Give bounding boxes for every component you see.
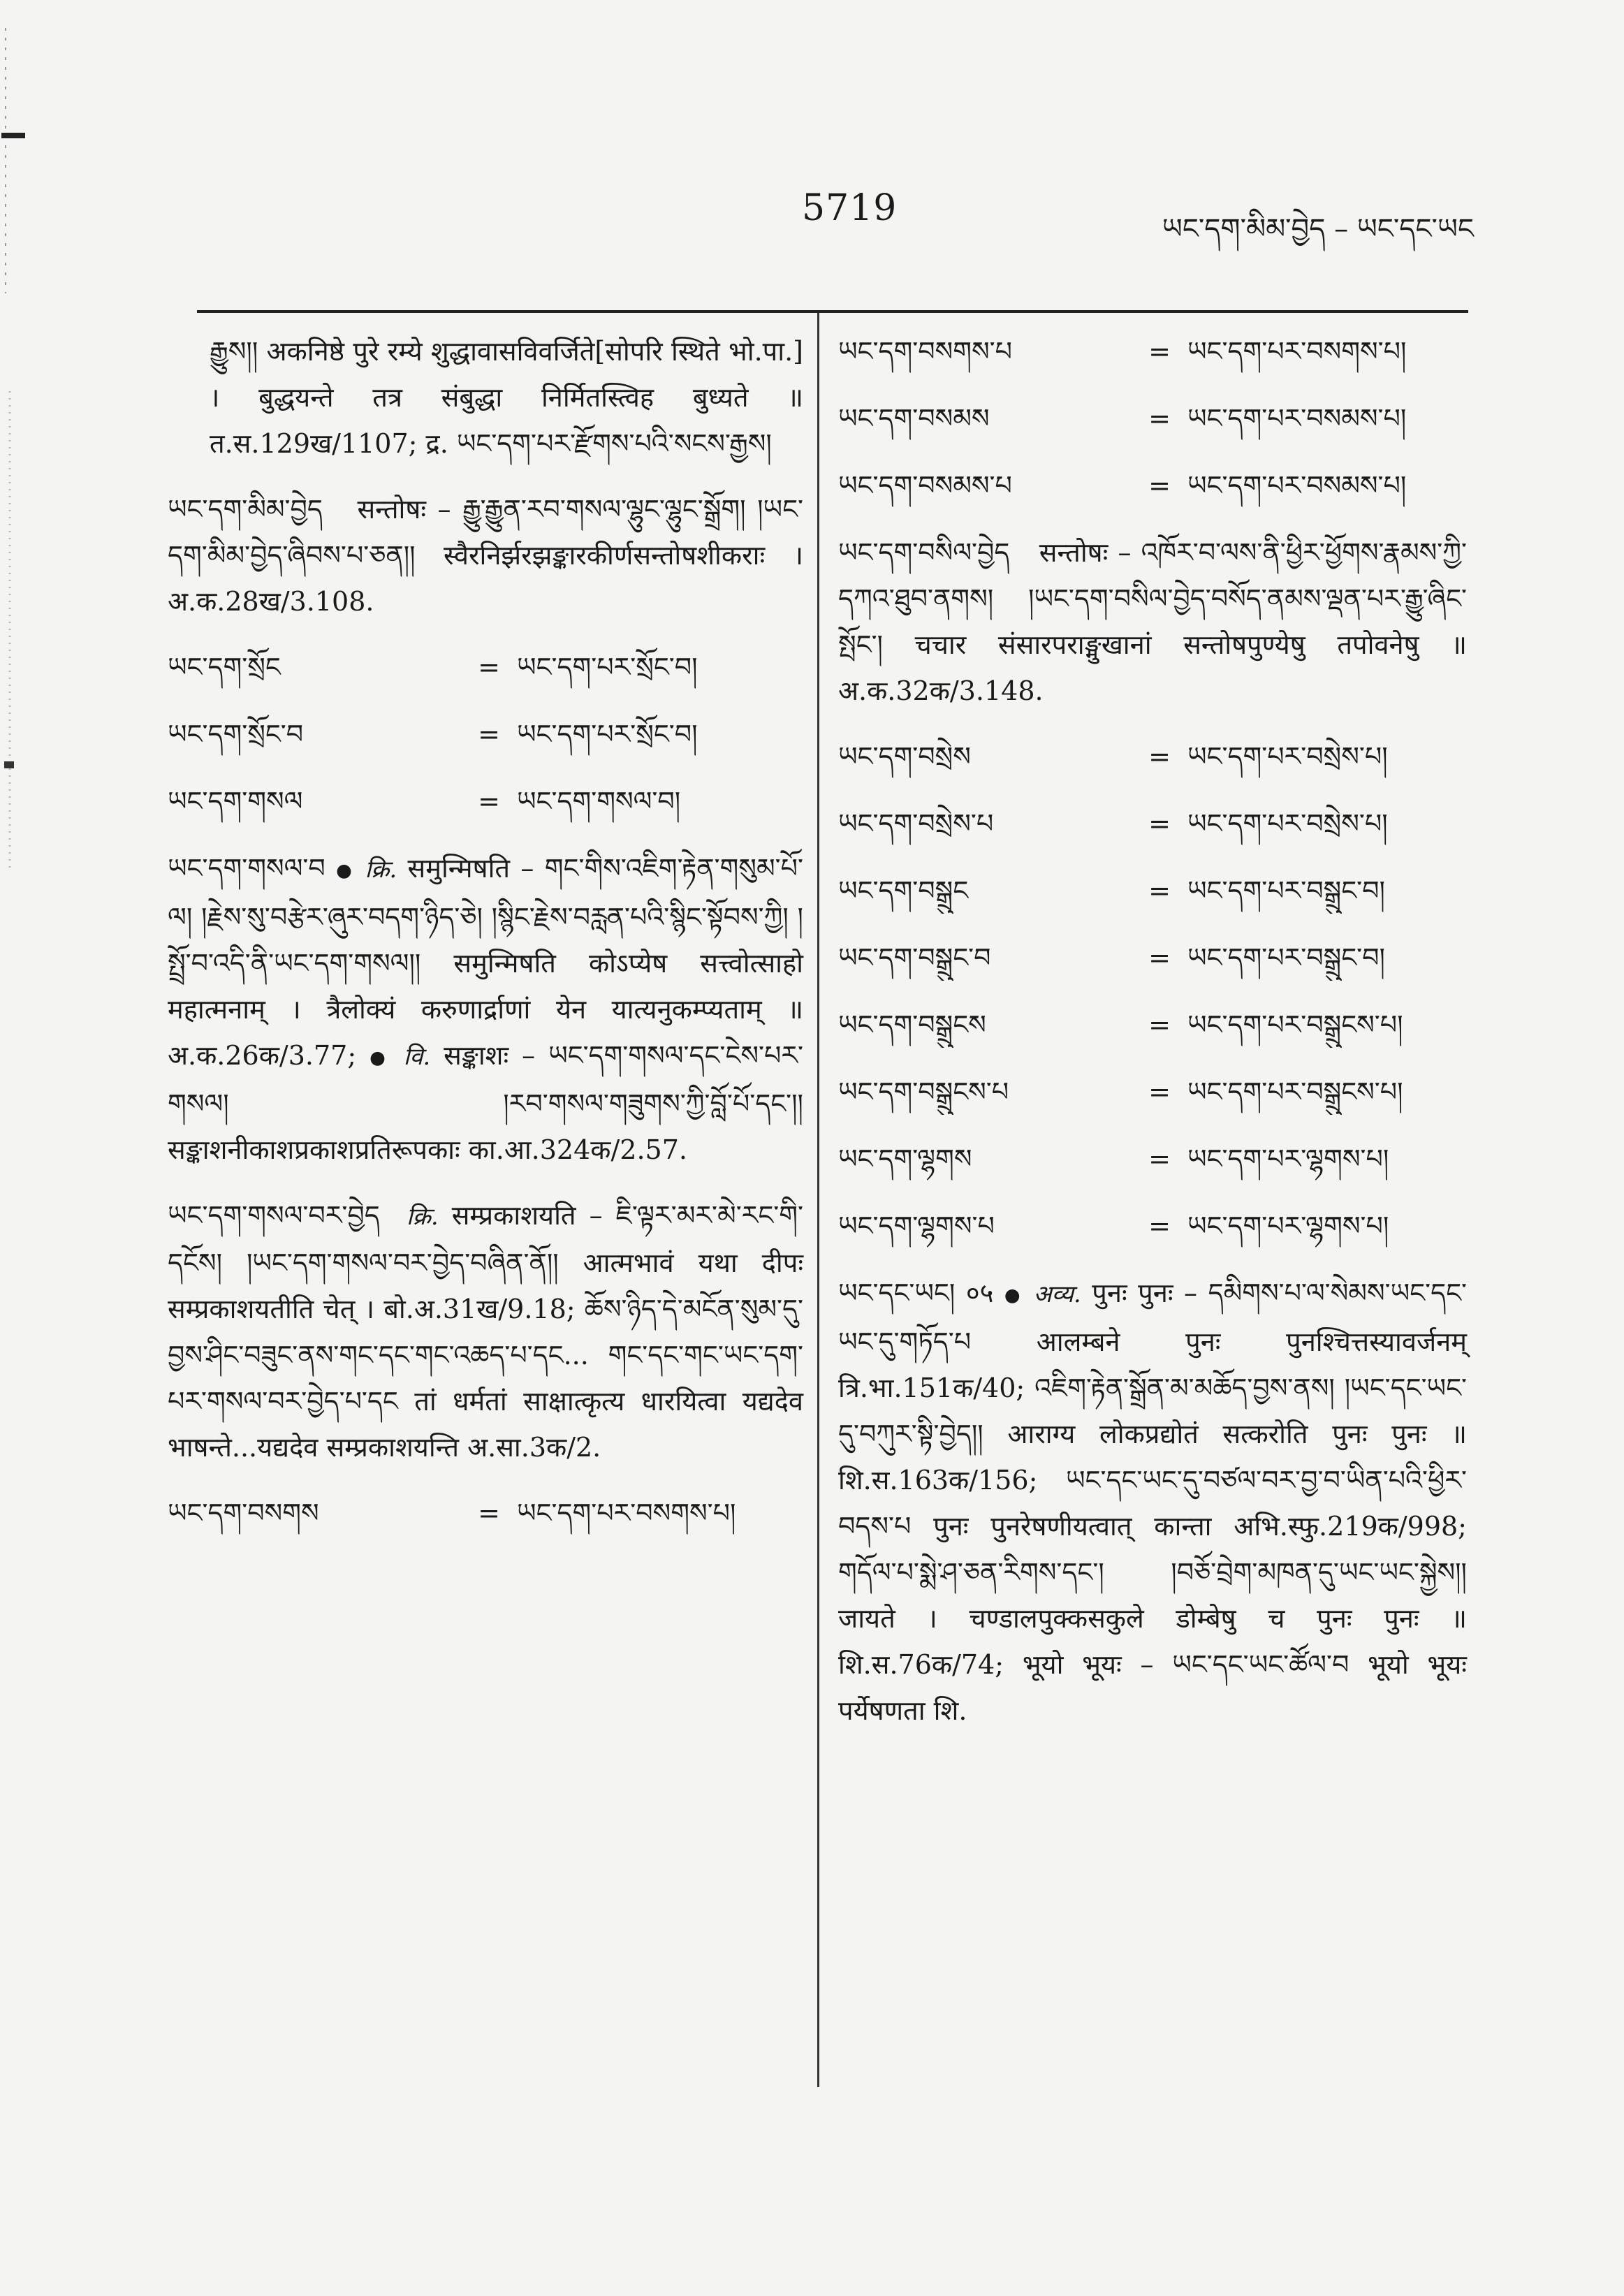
equals-sign: = — [1148, 403, 1171, 434]
cross-reference — [838, 1069, 1467, 1115]
entry-headword: ཡང་དག་བསིལ་བྱེད — [838, 537, 1010, 568]
xref-headword: ཡང་དག་བསྒྲུང — [838, 875, 969, 906]
bullet-icon: ● — [336, 860, 355, 882]
part-of-speech: क्रि. — [365, 856, 397, 884]
cross-reference — [838, 328, 1467, 374]
bullet-icon: ● — [370, 1047, 390, 1068]
xref-headword: ཡང་དག་གསལ — [168, 786, 303, 817]
xref-headword: ཡང་དག་སྲོང་བ — [168, 719, 304, 750]
xref-headword: ཡང་དག་བསྒྲུངས་པ — [838, 1076, 1009, 1107]
equals-sign: = — [1148, 942, 1171, 973]
cross-reference — [838, 1136, 1467, 1182]
equals-sign: = — [478, 1498, 500, 1528]
column-divider — [817, 313, 819, 2087]
equals-sign: = — [478, 652, 500, 682]
xref-target: ཡང་དག་པར་སྲོང་བ། — [517, 652, 698, 682]
cross-reference — [838, 868, 1467, 914]
bullet-icon: ● — [1004, 1285, 1023, 1306]
part-of-speech: अव्य. — [1033, 1280, 1081, 1308]
cross-reference — [838, 395, 1467, 441]
xref-target: ཡང་དག་པར་སྲོང་བ། — [517, 719, 698, 750]
xref-target: ཡང་དག་པར་བསྒྲུངས་པ། — [1187, 1009, 1403, 1040]
equals-sign: = — [1148, 808, 1171, 839]
left-column — [168, 328, 803, 1557]
right-column — [838, 328, 1467, 1753]
entry-text: རྒྱུས།། अकनिष्ठे पुरे रम्ये शुद्धावासविवर्जिते[सोपरि स्थिते भो.पा.] । बुद्धयन्ते तत्र संबुद्धा निर्मितस्त्विह बुध्यते ॥ त.स.129ख/1107; द्र. ཡང་དག་པར་རྫོགས་པའི་སངས་རྒྱས། — [210, 336, 803, 459]
xref-target: ཡང་དག་པར་བསགས་པ། — [517, 1498, 736, 1528]
equals-sign: = — [1148, 741, 1171, 772]
cross-reference — [168, 778, 803, 824]
entry-definition: सन्तोषः – རྒྱུ་རྒྱུན་རབ་གསལ་ལྷུང་ལྷུང་སྒྲོག། །ཡང་དག་མིམ་བྱེད་ཞིབས་པ་ཅན།། स्वैरनिर्झरझङ्कारकीर्णसन्तोषशीकराः । अ.क.28ख/3.108. — [168, 494, 803, 617]
xref-target: ཡང་དག་གསལ་བ། — [517, 786, 681, 817]
equals-sign: = — [1148, 470, 1171, 501]
xref-target: ཡང་དག་པར་བསགས་པ། — [1187, 336, 1407, 367]
cross-reference — [168, 711, 803, 757]
xref-headword: ཡང་དག་བསམས་པ — [838, 470, 1012, 501]
cross-reference — [168, 1490, 803, 1536]
xref-headword: ཡང་དག་ལྷགས་པ — [838, 1211, 995, 1241]
xref-target: ཡང་དག་པར་བསྒྲུངས་པ། — [1187, 1076, 1403, 1107]
entry-definition: सन्तोषः – འཁོར་བ་ལས་ནི་ཕྱིར་ཕྱོགས་རྣམས་ཀྱི་དཀའ་ཐུབ་ནགས། །ཡང་དག་བསིལ་བྱེད་བསོད་ནམས་ལྡན་པར་རྒྱུ་ཞིང་སྤོང་། चचार संसारपराङ्मुखानां सन्तोषपुण्येषु तपोवनेषु ॥ अ.क.32क/3.148. — [838, 537, 1467, 706]
equals-sign: = — [1148, 1143, 1171, 1174]
entry-continuation — [168, 328, 803, 467]
dictionary-entry — [168, 1192, 803, 1470]
dictionary-entry — [168, 845, 803, 1173]
xref-headword: ཡང་དག་བསྲེས་པ — [838, 808, 994, 839]
xref-headword: ཡང་དག་ལྷགས — [838, 1143, 972, 1174]
xref-target: ཡང་དག་པར་བསྒྲུང་བ། — [1187, 942, 1385, 973]
equals-sign: = — [1148, 336, 1171, 367]
cross-reference — [838, 733, 1467, 780]
entry-headword: ཡང་དག་གསལ་བ — [168, 853, 325, 884]
dictionary-entry — [838, 1270, 1467, 1734]
equals-sign: = — [1148, 1009, 1171, 1040]
equals-sign: = — [1148, 1211, 1171, 1241]
cross-reference — [838, 935, 1467, 981]
entry-definition: सम्प्रकाशयति – ཇི་ལྟར་མར་མེ་རང་གི་དངོས། །ཡང་དག་གསལ་བར་བྱེད་བཞིན་ནོ།། आत्मभावं यथा दीपः सम्प्रकाशयतीति चेत् । बो.अ.31ख/9.18; ཆོས་ཉིད་དེ་མངོན་སུམ་དུ་བྱས་ཤིང་བཟུང་ནས་གང་དང་གང་འཆད་པ་དང... གང་དང་གང་ཡང་དག་པར་གསལ་བར་བྱེད་པ་དང तां धर्मतां साक्षात्कृत्य धारयित्वा यद्यदेव भाषन्ते...यद्यदेव सम्प्रकाशयन्ति अ.सा.3क/2. — [168, 1200, 803, 1463]
page-number: 5719 — [802, 187, 898, 229]
xref-headword: ཡང་དག་བསྒྲུངས — [838, 1009, 986, 1040]
xref-target: ཡང་དག་པར་བསྲེས་པ། — [1187, 808, 1388, 839]
xref-headword: ཡང་དག་བསགས — [168, 1498, 319, 1528]
entry-definition: सङ्काशः – ཡང་དག་གསལ་དང་ངེས་པར་གསལ། །རབ་གསལ་གཟུགས་ཀྱི་བློ་པོ་དང་།། सङ्काशनीकाशप्रकाशप्रतिरूपकाः का.आ.324क/2.57. — [168, 1039, 803, 1165]
header-rule — [197, 310, 1468, 313]
binding-edge-marks — [0, 0, 28, 2296]
part-of-speech: क्रि. — [406, 1203, 439, 1231]
xref-headword: ཡང་དག་སྲོང — [168, 652, 281, 682]
equals-sign: = — [478, 786, 500, 817]
xref-headword: ཡང་དག་བསྲེས — [838, 741, 971, 772]
xref-target: ཡང་དག་པར་ལྷགས་པ། — [1187, 1143, 1389, 1174]
xref-headword: ཡང་དག་བསགས་པ — [838, 336, 1012, 367]
entry-headword: ཡང་དག་གསལ་བར་བྱེད — [168, 1200, 380, 1231]
xref-target: ཡང་དག་པར་བསམས་པ། — [1187, 403, 1407, 434]
cross-reference — [838, 1203, 1467, 1249]
cross-reference — [168, 644, 803, 690]
xref-target: ཡང་དག་པར་ལྷགས་པ། — [1187, 1211, 1389, 1241]
dictionary-entry — [168, 486, 803, 624]
cross-reference — [838, 1002, 1467, 1048]
cross-reference — [838, 462, 1467, 509]
equals-sign: = — [1148, 875, 1171, 906]
xref-target: ཡང་དག་པར་བསམས་པ། — [1187, 470, 1407, 501]
xref-target: ཡང་དག་པར་བསྒྲུང་བ། — [1187, 875, 1385, 906]
entry-headword: ཡང་དང་ཡང། ०५ — [838, 1278, 994, 1308]
equals-sign: = — [1148, 1076, 1171, 1107]
cross-reference — [838, 800, 1467, 847]
entry-definition: पुनः पुनः – དམིགས་པ་ལ་སེམས་ཡང་དང་ཡང་དུ་གཏོད་པ आलम्बने पुनः पुनश्चित्तस्यावर्जनम् त्रि.भा.151क/40; འཇིག་རྟེན་སྒྲོན་མ་མཆོད་བྱས་ནས། །ཡང་དང་ཡང་དུ་བཀུར་སྟི་བྱེད།། आराग्य लोकप्रद्योतं सत्करोति पुनः पुनः ॥ शि.स.163क/156; ཡང་དང་ཡང་དུ་བཙལ་བར་བྱ་བ་ཡིན་པའི་ཕྱིར་བདས་པ पुनः पुनरेषणीयत्वात् कान्ता अभि.स्फु.219क/998; གདོལ་པ་སྨེ་ཤ་ཅན་རིགས་དང་། །བཅོ་བྲེག་མཁན་དུ་ཡང་ཡང་སྐྱེས།། जायते । चण्डालपुक्कसकुले डोम्बेषु च पुनः पुनः ॥ शि.स.76क/74; भूयो भूयः – ཡང་དང་ཡང་ཚོལ་བ भूयो भूयः पर्येषणता शि. — [838, 1278, 1467, 1726]
xref-target: ཡང་དག་པར་བསྲེས་པ། — [1187, 741, 1388, 772]
xref-headword: ཡང་དག་བསྒྲུང་བ — [838, 942, 991, 973]
dictionary-entry — [838, 529, 1467, 714]
xref-headword: ཡང་དག་བསམས — [838, 403, 990, 434]
equals-sign: = — [478, 719, 500, 750]
running-head: ཡང་དག་མིམ་བྱེད – ཡང་དང་ཡང — [1162, 213, 1474, 245]
entry-headword: ཡང་དག་མིམ་བྱེད — [168, 494, 323, 525]
entry-definition: समुन्मिषति – གང་གིས་འཇིག་རྟེན་གསུམ་པོ་ལ། །རྗེས་སུ་བརྩེར་ཞུར་བདག་ཉིད་ཅེ། །སྙིང་རྗེས་བརླན་པའི་སྙིང་སྟོབས་ཀྱི། །སྤྲོ་བ་འདི་ནི་ཡང་དག་གསལ།། समुन्मिषति कोऽप्येष सत्त्वोत्साहो महात्मनाम् । त्रैलोक्यं करुणार्द्राणां येन यात्यनुकम्प्यताम् ॥ अ.क.26क/3.77; — [168, 853, 803, 1071]
part-of-speech: वि. — [403, 1042, 431, 1071]
